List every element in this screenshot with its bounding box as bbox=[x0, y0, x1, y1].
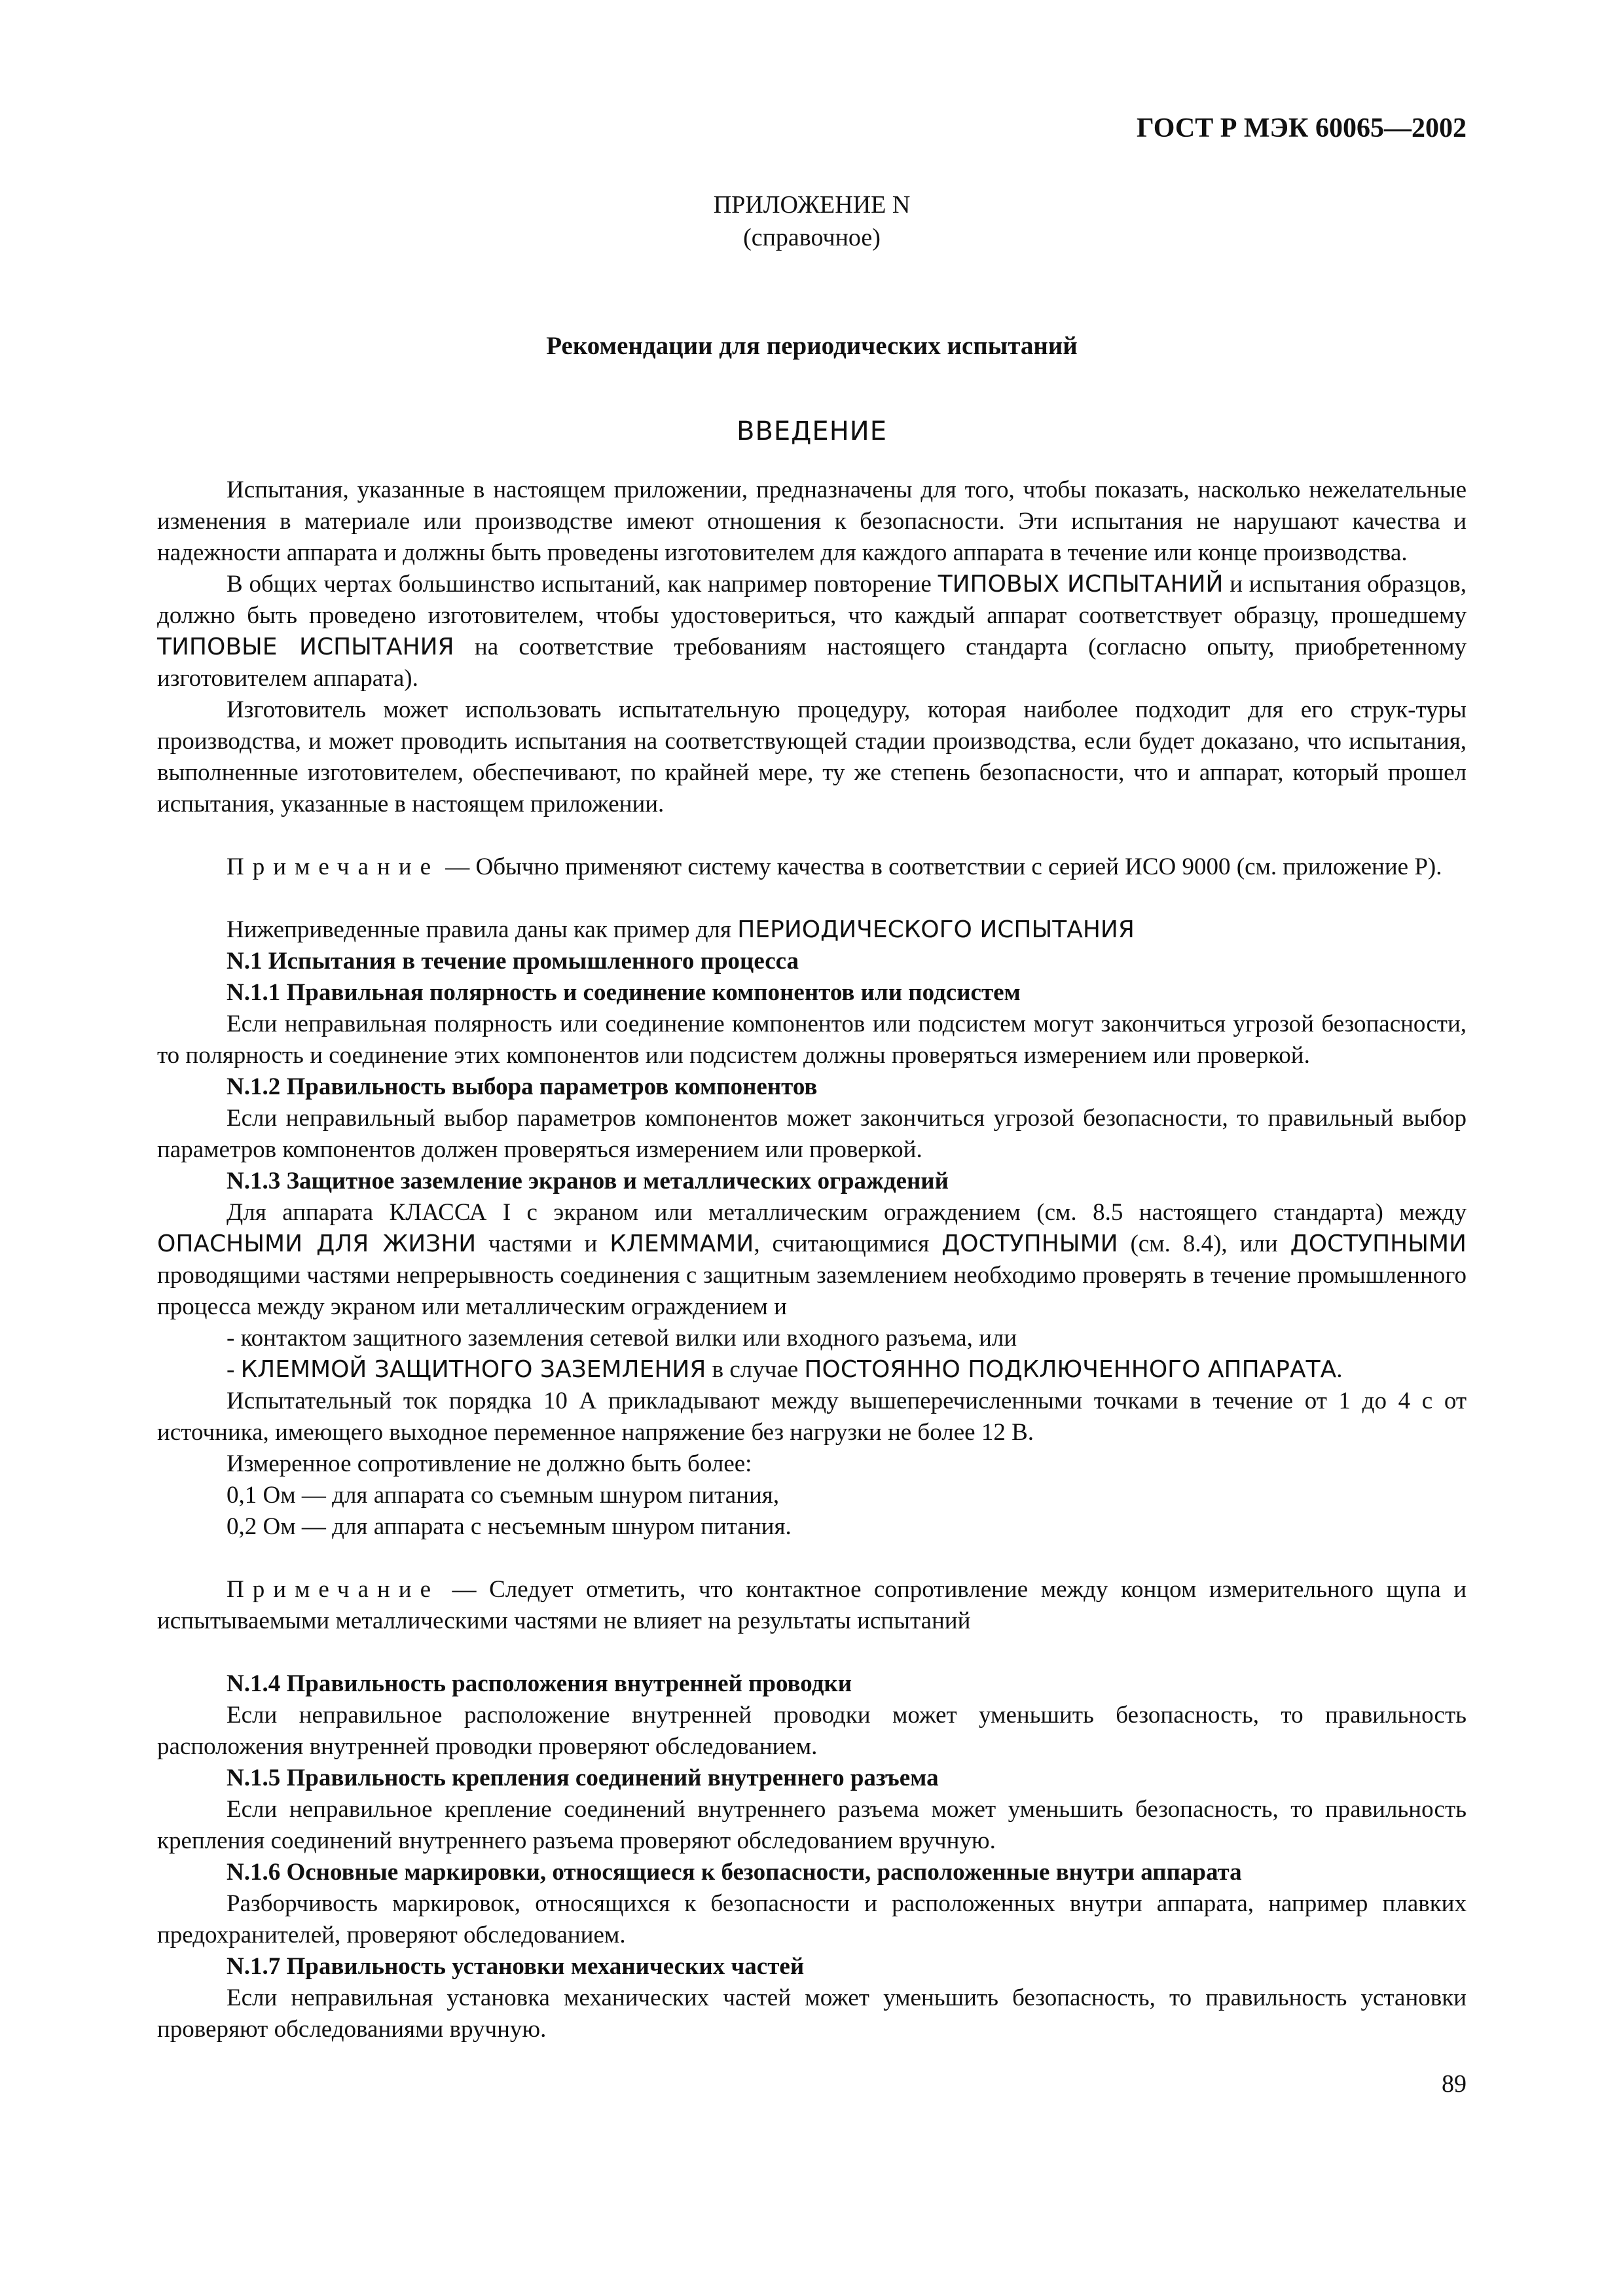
document-page bbox=[157, 105, 1467, 2265]
list-item-1: - контактом защитного заземления сетевой вилки или входного разъема, или bbox=[227, 1325, 1017, 1352]
section-n1-heading: N.1 Испытания в течение промышленного процесса bbox=[227, 948, 799, 975]
section-n1-5-text: Если неправильное крепление соединений внутреннего разъема может уменьшить безопасность, то правильность крепления соединений внутреннего разъема проверяют обследованием вручную. bbox=[157, 1796, 1467, 1854]
text-span: Для аппарата КЛАССА I с экраном или металлическим ограждением (см. 8.5 настоящего стандарта) между bbox=[227, 1199, 1467, 1226]
section-n1-7-heading: N.1.7 Правильность установки механических частей bbox=[227, 1953, 805, 1980]
note-label: Примечание bbox=[227, 853, 439, 880]
caps-term: ТИПОВЫХ ИСПЫТАНИЙ bbox=[938, 571, 1224, 598]
resistance-value-2: 0,2 Ом — для аппарата с несъемным шнуром питания. bbox=[227, 1513, 792, 1540]
caps-term: КЛЕММАМИ bbox=[610, 1230, 754, 1257]
section-n1-4-heading: N.1.4 Правильность расположения внутренней проводки bbox=[227, 1670, 852, 1697]
intro-paragraph-1: Испытания, указанные в настоящем приложении, предназначены для того, чтобы показать, насколько нежелательные изменения в материале или производстве имеют отношения к безопасности. Эти испытания не нарушают качества и надежности аппарата и должны быть проведены изготовителем для каждого аппарата в течение или конце производства. bbox=[157, 476, 1467, 566]
caps-term: ПОСТОЯННО ПОДКЛЮЧЕННОГО АППАРАТА bbox=[804, 1356, 1337, 1383]
spacer bbox=[157, 1543, 1467, 1574]
document-body bbox=[157, 475, 1467, 2045]
intro-title: ВВЕДЕНИЕ bbox=[737, 416, 887, 446]
spacer bbox=[157, 1637, 1467, 1668]
spacer bbox=[157, 820, 1467, 852]
appendix-subtitle: (справочное) bbox=[743, 224, 881, 251]
rules-intro bbox=[157, 914, 1467, 946]
caps-term: ДОСТУПНЫМИ bbox=[941, 1230, 1118, 1257]
section-n1-1-heading: N.1.1 Правильная полярность и соединение компонентов или подсистем bbox=[227, 979, 1021, 1006]
text-span: (см. 8.4), или bbox=[1118, 1230, 1290, 1257]
list-item-2 bbox=[157, 1354, 1467, 1386]
section-n1-5-heading: N.1.5 Правильность крепления соединений внутреннего разъема bbox=[227, 1765, 939, 1791]
section-n1-2-heading: N.1.2 Правильность выбора параметров компонентов bbox=[227, 1073, 818, 1100]
text-span: и испытания образцов, должно быть проведено изготовителем, чтобы удостовериться, что каждый аппарат соответствует образцу, прошедшему bbox=[157, 571, 1467, 629]
appendix-heading bbox=[157, 188, 1467, 254]
note-2 bbox=[157, 1574, 1467, 1637]
appendix-title: ПРИЛОЖЕНИЕ N bbox=[713, 191, 911, 219]
page-number: 89 bbox=[1442, 2070, 1467, 2098]
test-current-text: Испытательный ток порядка 10 А прикладывают между вышеперечисленными точками в течение от 1 до 4 с от источника, имеющего выходное переменное напряжение без нагрузки не более 12 В. bbox=[157, 1388, 1467, 1446]
note-text: — Обычно применяют систему качества в соответствии с серией ИСО 9000 (см. приложение Р). bbox=[439, 853, 1442, 880]
section-n1-2-text: Если неправильный выбор параметров компонентов может закончиться угрозой безопасности, то правильный выбор параметров компонентов должен проверяться измерением или проверкой. bbox=[157, 1105, 1467, 1163]
intro-paragraph-3: Изготовитель может использовать испытательную процедуру, которая наиболее подходит для его струк-туры производства, и может проводить испытания на соответствующей стадии производства, если будет доказано, что испытания, выполненные изготовителем, обеспечивают, по крайней мере, ту же степень безопасности, что и аппарат, который прошел испытания, указанные в настоящем приложении. bbox=[157, 696, 1467, 817]
text-span: проводящими частями непрерывность соединения с защитным заземлением необходимо проверять в течение промышленного процесса между экраном или металлическим ограждением и bbox=[157, 1262, 1467, 1320]
text-span: Нижеприведенные правила даны как пример для bbox=[227, 916, 738, 943]
caps-term: ПЕРИОДИЧЕСКОГО ИСПЫТАНИЯ bbox=[737, 916, 1135, 943]
section-n1-7-text: Если неправильная установка механических частей может уменьшить безопасность, то правильность установки проверяют обследованиями вручную. bbox=[157, 1984, 1467, 2043]
note-text: — Следует отметить, что контактное сопротивление между концом измерительного щупа и испытываемыми металлическими частями не влияет на результаты испытаний bbox=[157, 1576, 1467, 1634]
text-span: . bbox=[1336, 1356, 1343, 1383]
standard-number: ГОСТ Р МЭК 60065—2002 bbox=[1137, 113, 1467, 143]
intro-paragraph-2 bbox=[157, 569, 1467, 694]
section-n1-1-text: Если неправильная полярность или соединение компонентов или подсистем могут закончиться угрозой безопасности, то полярность и соединение этих компонентов или подсистем должны проверяться измерением или проверкой. bbox=[157, 1011, 1467, 1069]
text-span: - bbox=[227, 1356, 241, 1383]
caps-term: ОПАСНЫМИ ДЛЯ ЖИЗНИ bbox=[157, 1230, 477, 1257]
caps-term: КЛЕММОЙ ЗАЩИТНОГО ЗАЗЕМЛЕНИЯ bbox=[240, 1356, 706, 1383]
text-span: , считающимися bbox=[754, 1230, 942, 1257]
resistance-text: Измеренное сопротивление не должно быть более: bbox=[227, 1450, 752, 1477]
caps-term: ТИПОВЫЕ ИСПЫТАНИЯ bbox=[157, 634, 454, 660]
caps-term: ДОСТУПНЫМИ bbox=[1290, 1230, 1467, 1257]
note-label: Примечание bbox=[227, 1576, 439, 1603]
note-1 bbox=[157, 852, 1467, 883]
text-span: частями и bbox=[476, 1230, 610, 1257]
spacer bbox=[157, 883, 1467, 914]
text-span: на соответствие требованиям настоящего стандарта (согласно опыту, приобретенному изготовителем аппарата). bbox=[157, 634, 1467, 692]
section-n1-3-text bbox=[157, 1197, 1467, 1323]
section-n1-3-heading: N.1.3 Защитное заземление экранов и металлических ограждений bbox=[227, 1168, 949, 1194]
resistance-value-1: 0,1 Ом — для аппарата со съемным шнуром питания, bbox=[227, 1482, 780, 1509]
section-n1-6-heading: N.1.6 Основные маркировки, относящиеся к безопасности, расположенные внутри аппарата bbox=[227, 1859, 1242, 1886]
text-span: В общих чертах большинство испытаний, как например повторение bbox=[227, 571, 938, 598]
section-n1-6-text: Разборчивость маркировок, относящихся к безопасности и расположенных внутри аппарата, например плавких предохранителей, проверяют обследованием. bbox=[157, 1890, 1467, 1948]
main-title: Рекомендации для периодических испытаний bbox=[546, 332, 1078, 360]
text-span: в случае bbox=[706, 1356, 805, 1383]
section-n1-4-text: Если неправильное расположение внутренней проводки может уменьшить безопасность, то правильность расположения внутренней проводки проверяют обследованием. bbox=[157, 1702, 1467, 1760]
